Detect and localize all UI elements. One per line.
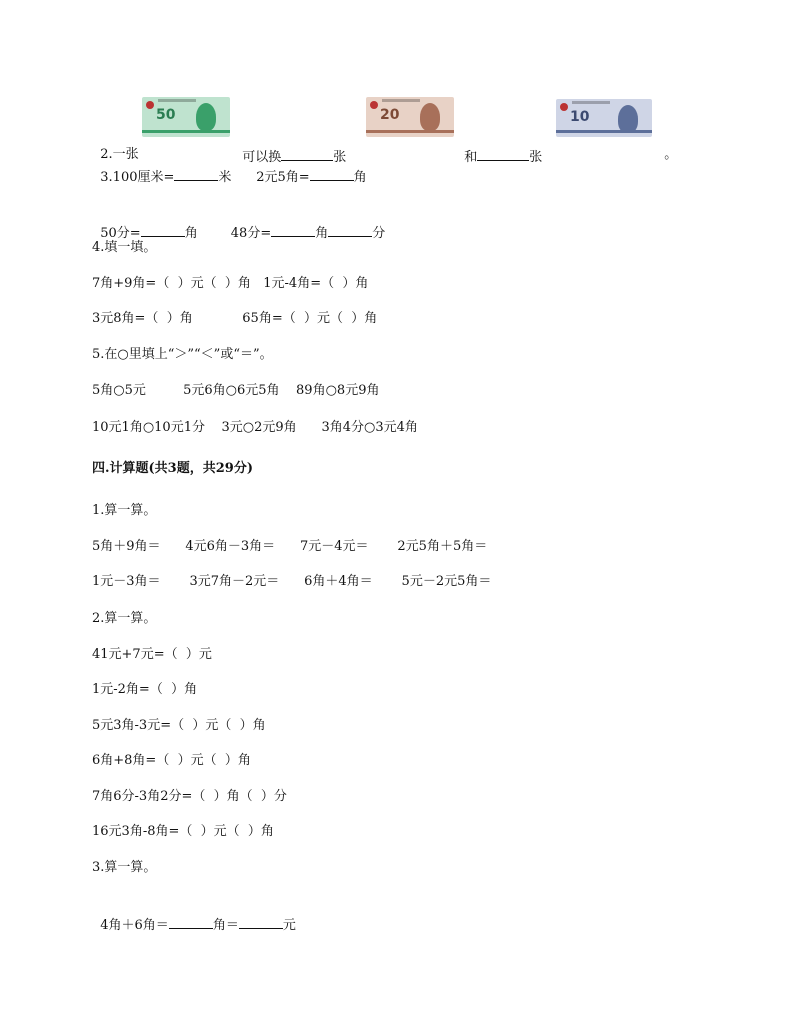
q2-unit2: 张 — [529, 150, 543, 165]
banknote-20-icon — [366, 97, 454, 137]
answer-blank[interactable] — [141, 222, 185, 237]
c2-item: 7角6分-3角2分=（ ）角（ ）分 — [92, 789, 287, 804]
banknote-50-value: 50 — [156, 107, 176, 123]
c3-text: 4角＋6角＝ — [100, 918, 169, 933]
q2-and: 和 — [464, 150, 478, 165]
q3-text: 50分= — [100, 226, 141, 241]
q3-text: 48分= — [230, 226, 272, 241]
section-heading: 四.计算题(共3题，共29分) — [92, 461, 253, 476]
banknote-10-value: 10 — [570, 109, 590, 125]
answer-blank[interactable] — [271, 222, 315, 237]
q3-text: 角 — [184, 226, 198, 241]
q3-text: 3.100厘米= — [100, 170, 175, 185]
c2-item: 5元3角-3元=（ ）元（ ）角 — [92, 718, 266, 733]
q3-text: 米 — [218, 170, 232, 185]
q3-text: 角 — [353, 170, 367, 185]
q2-unit1: 张 — [333, 150, 347, 165]
q3-text: 2元5角= — [256, 170, 310, 185]
q3-text: 分 — [372, 226, 386, 241]
banknote-10-icon — [556, 99, 652, 137]
q2-period — [656, 128, 677, 164]
banknote-20-value: 20 — [380, 107, 400, 123]
c1-title: 1.算一算。 — [92, 503, 157, 518]
q2-end: 。 — [664, 147, 678, 162]
q4-title: 4.填一填。 — [92, 240, 157, 255]
answer-blank[interactable] — [477, 146, 529, 161]
c2-item: 6角+8角=（ ）元（ ）角 — [92, 753, 251, 768]
c2-item: 41元+7元=（ ）元 — [92, 647, 212, 662]
c2-item: 1元-2角=（ ）角 — [92, 682, 198, 697]
c3-title: 3.算一算。 — [92, 860, 157, 875]
c2-item: 16元3角-8角=（ ）元（ ）角 — [92, 824, 274, 839]
q3-text: 角 — [315, 226, 329, 241]
c1-row2: 1元－3角＝ 3元7角－2元＝ 6角＋4角＝ 5元－2元5角＝ — [92, 574, 492, 589]
c2-title: 2.算一算。 — [92, 611, 157, 626]
q5-row2: 10元1角○10元1分 3元○2元9角 3角4分○3元4角 — [92, 420, 418, 435]
answer-blank[interactable] — [310, 166, 354, 181]
c1-row1: 5角＋9角＝ 4元6角－3角＝ 7元－4元＝ 2元5角＋5角＝ — [92, 539, 488, 554]
q3-line1 — [92, 148, 367, 187]
answer-blank[interactable] — [169, 914, 213, 929]
q5-row1: 5角○5元 5元6角○6元5角 89角○8元9角 — [92, 383, 380, 398]
q2-middle: 可以换 — [242, 150, 282, 165]
answer-blank[interactable] — [239, 914, 283, 929]
c3-text: 元 — [282, 918, 296, 933]
banknote-50-icon — [142, 97, 230, 137]
c3-line — [92, 896, 296, 935]
q3-line2 — [92, 204, 385, 243]
c3-text: 角＝ — [212, 918, 239, 933]
q4-row1: 7角+9角=（ ）元（ ）角 1元-4角=（ ）角 — [92, 276, 369, 291]
answer-blank[interactable] — [174, 166, 218, 181]
q2-line-end — [456, 128, 542, 167]
q2-prefix: 2.一张 — [100, 147, 139, 162]
answer-blank[interactable] — [328, 222, 372, 237]
q4-row2: 3元8角=（ ）角 65角=（ ）元（ ）角 — [92, 311, 378, 326]
q5-title: 5.在○里填上“＞”“＜”或“＝”。 — [92, 347, 273, 362]
